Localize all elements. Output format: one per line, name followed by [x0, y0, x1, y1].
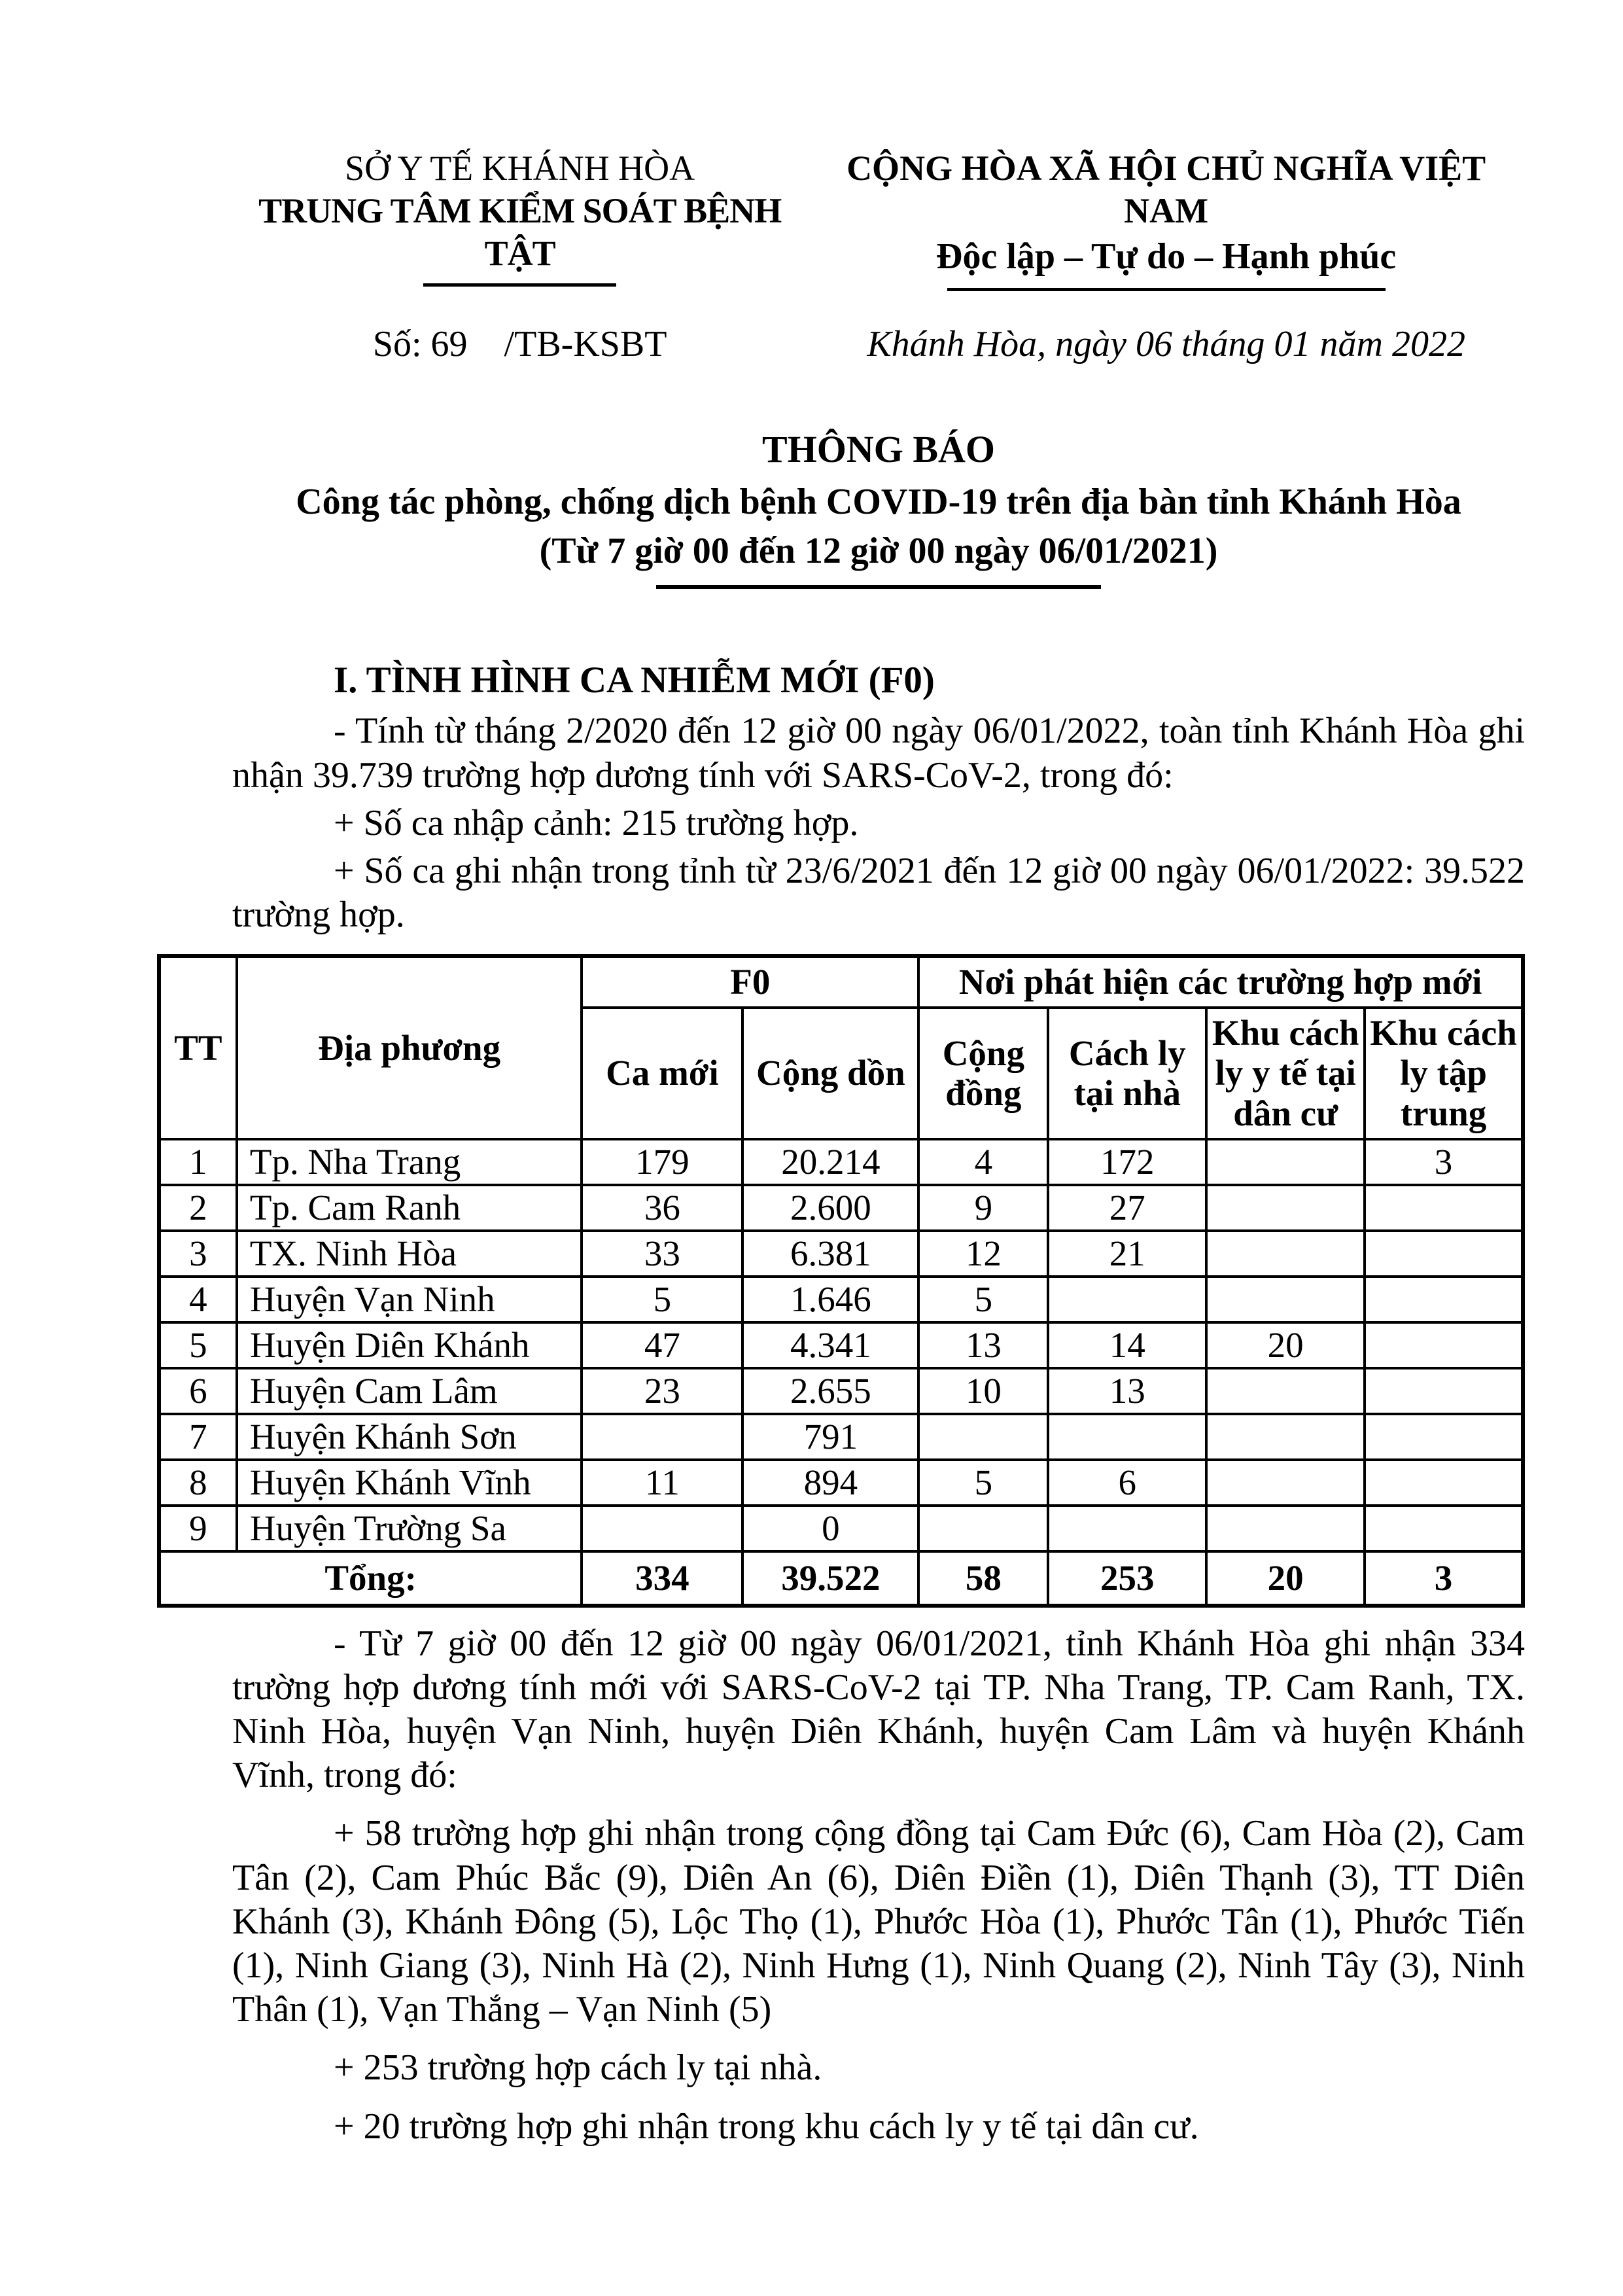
col-header-new-cases: Ca mới — [582, 1008, 742, 1139]
total-centralized-quarantine: 3 — [1365, 1551, 1523, 1606]
section1-heading: I. TÌNH HÌNH CA NHIỄM MỚI (F0) — [334, 659, 935, 701]
cell-tt: 4 — [159, 1277, 237, 1322]
cell-cumulative: 1.646 — [742, 1277, 918, 1322]
cell-tt: 9 — [159, 1506, 237, 1551]
cell-tt: 8 — [159, 1460, 237, 1506]
cell-new-cases: 23 — [582, 1368, 742, 1414]
national-title: CỘNG HÒA XÃ HỘI CHỦ NGHĨA VIỆT NAM — [846, 149, 1486, 230]
cell-community: 4 — [918, 1139, 1048, 1185]
cell-place: Huyện Vạn Ninh — [237, 1277, 582, 1322]
cell-new-cases: 179 — [582, 1139, 742, 1185]
cell-home-quarantine: 6 — [1048, 1460, 1206, 1506]
cell-medical-quarantine — [1206, 1277, 1365, 1322]
col-group-detection-place: Nơi phát hiện các trường hợp mới — [918, 956, 1523, 1008]
table-header — [159, 956, 1523, 1139]
agency-parent-name: SỞ Y TẾ KHÁNH HÒA — [345, 149, 695, 188]
table-header-row-groups — [159, 956, 1523, 1008]
cell-centralized-quarantine — [1365, 1185, 1523, 1231]
cell-tt: 7 — [159, 1414, 237, 1460]
cell-place: Huyện Cam Lâm — [237, 1368, 582, 1414]
table-row — [159, 1277, 1523, 1322]
cell-new-cases: 33 — [582, 1231, 742, 1277]
cell-cumulative: 4.341 — [742, 1322, 918, 1368]
col-header-home-quarantine: Cách ly tại nhà — [1048, 1008, 1206, 1139]
national-motto: Độc lập – Tự do – Hạnh phúc — [936, 236, 1397, 277]
cell-medical-quarantine — [1206, 1506, 1365, 1551]
cell-centralized-quarantine — [1365, 1460, 1523, 1506]
after-table-paragraph-3: + 253 trường hợp cách ly tại nhà. — [334, 2047, 822, 2089]
total-new-cases: 334 — [582, 1551, 742, 1606]
col-header-medical-quarantine-zone: Khu cách ly y tế tại dân cư — [1206, 1008, 1365, 1139]
header-left-block — [232, 147, 807, 291]
cell-tt: 5 — [159, 1322, 237, 1368]
cell-centralized-quarantine — [1365, 1277, 1523, 1322]
cell-medical-quarantine — [1206, 1185, 1365, 1231]
document-subject: Công tác phòng, chống dịch bệnh COVID-19 trên địa bàn tỉnh Khánh Hòa — [296, 481, 1461, 522]
cell-place: Huyện Khánh Vĩnh — [237, 1460, 582, 1506]
cell-community: 10 — [918, 1368, 1048, 1414]
document-number: Số: 69 /TB-KSBT — [372, 323, 667, 364]
cell-centralized-quarantine — [1365, 1231, 1523, 1277]
cell-medical-quarantine — [1206, 1139, 1365, 1185]
cell-new-cases — [582, 1506, 742, 1551]
cell-place: Huyện Khánh Sơn — [237, 1414, 582, 1460]
total-home-quarantine: 253 — [1048, 1551, 1206, 1606]
cell-medical-quarantine: 20 — [1206, 1322, 1365, 1368]
title-underline-divider — [656, 585, 1101, 589]
covid-cases-table — [157, 954, 1525, 1607]
cell-new-cases: 47 — [582, 1322, 742, 1368]
cell-place: Tp. Nha Trang — [237, 1139, 582, 1185]
cell-home-quarantine — [1048, 1414, 1206, 1460]
total-medical-quarantine: 20 — [1206, 1551, 1365, 1606]
total-cumulative: 39.522 — [742, 1551, 918, 1606]
cell-tt: 1 — [159, 1139, 237, 1185]
title-block — [232, 427, 1525, 589]
section1-paragraph-3: + Số ca ghi nhận trong tỉnh từ 23/6/2021 đến 12 giờ 00 ngày 06/01/2022: 39.522 trường hợp. — [232, 850, 1525, 936]
cell-community: 13 — [918, 1322, 1048, 1368]
header-right-block — [807, 147, 1525, 291]
cell-place: Huyện Trường Sa — [237, 1506, 582, 1551]
col-header-tt: TT — [159, 956, 237, 1139]
cell-community — [918, 1414, 1048, 1460]
table-row — [159, 1322, 1523, 1368]
col-header-community: Cộng đồng — [918, 1008, 1048, 1139]
cell-cumulative: 894 — [742, 1460, 918, 1506]
document-time-range: (Từ 7 giờ 00 đến 12 giờ 00 ngày 06/01/2021) — [539, 530, 1218, 571]
table-row — [159, 1506, 1523, 1551]
cell-cumulative: 2.655 — [742, 1368, 918, 1414]
cell-centralized-quarantine — [1365, 1414, 1523, 1460]
cell-new-cases — [582, 1414, 742, 1460]
section1-paragraph-1: - Tính từ tháng 2/2020 đến 12 giờ 00 ngày 06/01/2022, toàn tỉnh Khánh Hòa ghi nhận 39.739 trường hợp dương tính với SARS-CoV-2, trong đó: — [232, 711, 1525, 796]
cell-community — [918, 1506, 1048, 1551]
cell-home-quarantine: 14 — [1048, 1322, 1206, 1368]
cell-medical-quarantine — [1206, 1414, 1365, 1460]
table-row — [159, 1185, 1523, 1231]
table-row — [159, 1414, 1523, 1460]
document-header-row2 — [232, 323, 1525, 366]
document-place-date: Khánh Hòa, ngày 06 tháng 01 năm 2022 — [867, 323, 1465, 364]
cell-cumulative: 2.600 — [742, 1185, 918, 1231]
cell-tt: 3 — [159, 1231, 237, 1277]
table-total-row — [159, 1551, 1523, 1606]
document-number-cell — [232, 323, 807, 366]
agency-underline-divider — [423, 283, 616, 287]
cell-home-quarantine: 13 — [1048, 1368, 1206, 1414]
col-group-f0: F0 — [582, 956, 918, 1008]
cell-centralized-quarantine — [1365, 1368, 1523, 1414]
cell-community: 5 — [918, 1277, 1048, 1322]
cell-cumulative: 6.381 — [742, 1231, 918, 1277]
cell-cumulative: 0 — [742, 1506, 918, 1551]
cell-home-quarantine — [1048, 1506, 1206, 1551]
cell-tt: 6 — [159, 1368, 237, 1414]
after-table-paragraph-1: - Từ 7 giờ 00 đến 12 giờ 00 ngày 06/01/2021, tỉnh Khánh Hòa ghi nhận 334 trường hợp dương tính mới với SARS-CoV-2 tại TP. Nha Trang, TP. Cam Ranh, TX. Ninh Hòa, huyện Vạn Ninh, huyện Diên Khánh, huyện Cam Lâm và huyện Khánh Vĩnh, trong đó: — [232, 1623, 1525, 1796]
col-header-cumulative: Cộng dồn — [742, 1008, 918, 1139]
col-header-centralized-quarantine: Khu cách ly tập trung — [1365, 1008, 1523, 1139]
cell-home-quarantine: 172 — [1048, 1139, 1206, 1185]
cell-cumulative: 791 — [742, 1414, 918, 1460]
cell-new-cases: 36 — [582, 1185, 742, 1231]
cell-home-quarantine: 27 — [1048, 1185, 1206, 1231]
cell-home-quarantine: 21 — [1048, 1231, 1206, 1277]
cell-centralized-quarantine — [1365, 1322, 1523, 1368]
col-header-place: Địa phương — [237, 956, 582, 1139]
cell-community: 5 — [918, 1460, 1048, 1506]
cell-medical-quarantine — [1206, 1231, 1365, 1277]
document-date-cell — [807, 323, 1525, 366]
document-type-title: THÔNG BÁO — [761, 427, 996, 470]
table-body — [159, 1139, 1523, 1606]
total-label: Tổng: — [159, 1551, 582, 1606]
cell-home-quarantine — [1048, 1277, 1206, 1322]
cell-centralized-quarantine — [1365, 1506, 1523, 1551]
cell-place: TX. Ninh Hòa — [237, 1231, 582, 1277]
cell-cumulative: 20.214 — [742, 1139, 918, 1185]
section1-paragraph-2: + Số ca nhập cảnh: 215 trường hợp. — [334, 802, 859, 843]
cell-place: Tp. Cam Ranh — [237, 1185, 582, 1231]
cell-new-cases: 11 — [582, 1460, 742, 1506]
table-row — [159, 1368, 1523, 1414]
table-row — [159, 1139, 1523, 1185]
cell-community: 9 — [918, 1185, 1048, 1231]
cell-centralized-quarantine: 3 — [1365, 1139, 1523, 1185]
cell-medical-quarantine — [1206, 1460, 1365, 1506]
after-table-paragraph-4: + 20 trường hợp ghi nhận trong khu cách ly y tế tại dân cư. — [334, 2106, 1199, 2147]
motto-underline-divider — [947, 288, 1386, 291]
cell-place: Huyện Diên Khánh — [237, 1322, 582, 1368]
document-header — [232, 147, 1525, 291]
after-table-paragraph-2: + 58 trường hợp ghi nhận trong cộng đồng tại Cam Đức (6), Cam Hòa (2), Cam Tân (2), Cam Phúc Bắc (9), Diên An (6), Diên Điền (1), Diên Thạnh (3), TT Diên Khánh (3), Khánh Đông (5), Lộc Thọ (1), Phước Hòa (1), Phước Tân (1), Phước Tiến (1), Ninh Giang (3), Ninh Hà (2), Ninh Hưng (1), Ninh Quang (2), Ninh Tây (3), Ninh Thân (1), Vạn Thắng – Vạn Ninh (5) — [232, 1813, 1525, 2030]
agency-name: TRUNG TÂM KIỂM SOÁT BỆNH TẬT — [258, 190, 782, 273]
table-row — [159, 1460, 1523, 1506]
cell-medical-quarantine — [1206, 1368, 1365, 1414]
cell-community: 12 — [918, 1231, 1048, 1277]
cell-new-cases: 5 — [582, 1277, 742, 1322]
cell-tt: 2 — [159, 1185, 237, 1231]
table-row — [159, 1231, 1523, 1277]
total-community: 58 — [918, 1551, 1048, 1606]
